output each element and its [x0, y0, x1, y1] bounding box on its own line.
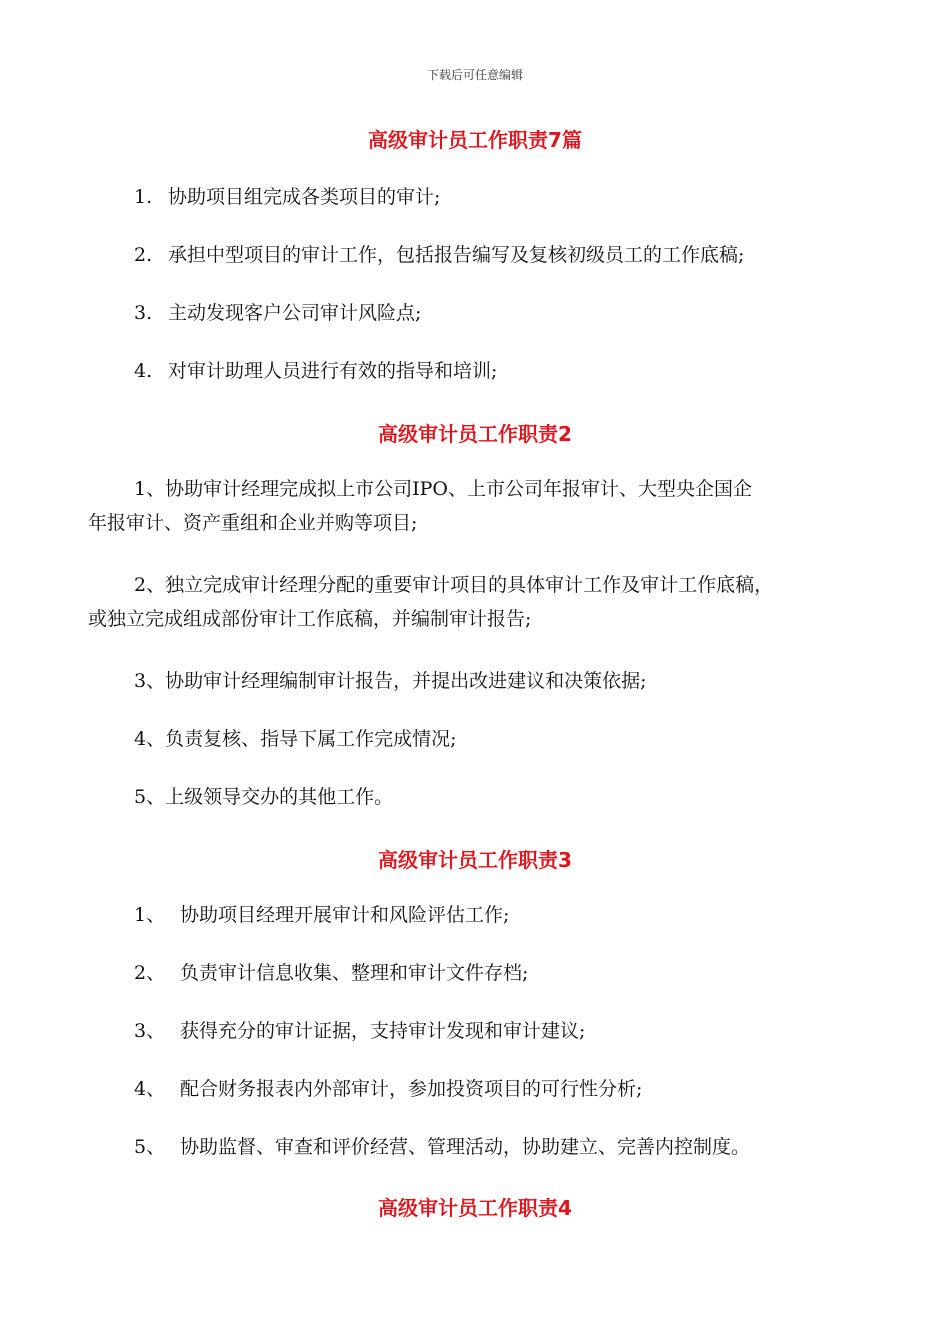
list-item: 5、上级领导交办的其他工作。: [134, 786, 394, 808]
section-title: 高级审计员工作职责4: [378, 1196, 572, 1220]
item-text: 获得充分的审计证据，支持审计发现和审计建议;: [180, 1020, 586, 1042]
list-item: 3、协助审计经理编制审计报告，并提出改进建议和决策依据;: [134, 670, 647, 692]
item-number: 1、: [134, 904, 166, 926]
list-item: [134, 354, 914, 388]
list-item: [134, 898, 914, 932]
list-item: [134, 1014, 914, 1048]
item-text-line: 2、独立完成审计经理分配的重要审计项目的具体审计工作及审计工作底稿，: [134, 574, 774, 596]
list-item: [134, 238, 914, 272]
item-number: 4.: [134, 360, 153, 382]
list-item: [134, 180, 914, 214]
item-text: 负责审计信息收集、整理和审计文件存档;: [180, 962, 529, 984]
item-text: 协助项目组完成各类项目的审计;: [168, 186, 441, 208]
item-number: 1.: [134, 186, 153, 208]
item-text: 配合财务报表内外部审计，参加投资项目的可行性分析;: [180, 1078, 643, 1100]
item-number: 2、: [134, 962, 166, 984]
section-title: 高级审计员工作职责2: [378, 422, 572, 446]
list-item: [88, 472, 868, 540]
item-text: 对审计助理人员进行有效的指导和培训;: [168, 360, 498, 382]
page-header: 下载后可任意编辑: [426, 68, 523, 82]
item-text-line: 年报审计、资产重组和企业并购等项目;: [88, 512, 418, 534]
item-text: 协助项目经理开展审计和风险评估工作;: [180, 904, 510, 926]
section-title: 高级审计员工作职责3: [378, 848, 572, 872]
item-number: 5、: [134, 1136, 166, 1158]
item-number: 2.: [134, 244, 153, 266]
item-number: 3、: [134, 1020, 166, 1042]
item-number: 3.: [134, 302, 153, 324]
list-item: [88, 568, 868, 636]
list-item: [134, 296, 914, 330]
item-text-line: 或独立完成组成部份审计工作底稿，并编制审计报告;: [88, 608, 532, 630]
item-text: 协助监督、审查和评价经营、管理活动，协助建立、完善内控制度。: [180, 1136, 751, 1158]
item-text: 主动发现客户公司审计风险点;: [168, 302, 422, 324]
item-text: 承担中型项目的审计工作，包括报告编写及复核初级员工的工作底稿;: [168, 244, 745, 266]
item-number: 4、: [134, 1078, 166, 1100]
list-item: 4、负责复核、指导下属工作完成情况;: [134, 728, 457, 750]
list-item: [134, 1072, 914, 1106]
list-item: [134, 956, 914, 990]
section-title: 高级审计员工作职责7篇: [368, 128, 582, 152]
list-item: [134, 1130, 914, 1164]
item-text-line: 1、协助审计经理完成拟上市公司IPO、上市公司年报审计、大型央企国企: [134, 478, 752, 500]
